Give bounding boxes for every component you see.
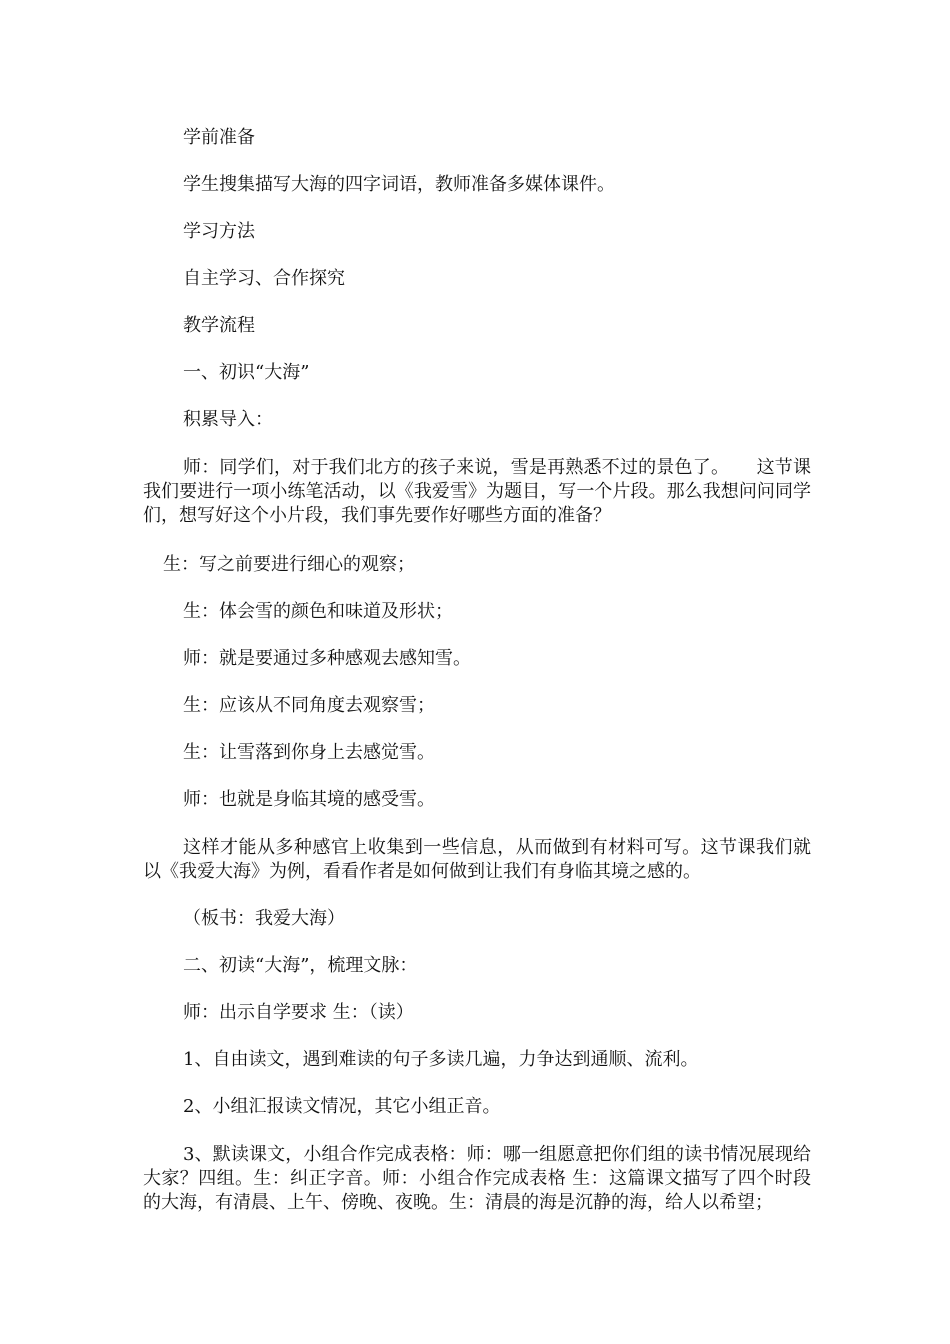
section-two-title: 二、初读“大海”，梳理文脉： — [183, 955, 418, 976]
dialogue-line: 生：写之前要进行细心的观察； — [163, 554, 415, 575]
paragraph-teacher-intro: 师：同学们，对于我们北方的孩子来说，雪是再熟悉不过的景色了。 这节课我们要进行一项小练笔活动，以《我爱雪》为题目，写一个片段。那么我想问问同学们，想写好这个小片段，我们事先要作好哪些方面的准备？ — [143, 457, 811, 526]
text-preparation: 学生搜集描写大海的四字词语，教师准备多媒体课件。 — [183, 174, 615, 195]
text-self-study: 师：出示自学要求 生：（读） — [183, 1002, 414, 1023]
blackboard-note: （板书：我爱大海） — [183, 908, 345, 929]
list-item: 2、小组汇报读文情况，其它小组正音。 — [183, 1096, 501, 1117]
paragraph-transition: 这样才能从多种感官上收集到一些信息，从而做到有材料可写。这节课我们就以《我爱大海》为例，看看作者是如何做到让我们有身临其境之感的。 — [143, 837, 811, 882]
heading-method: 学习方法 — [183, 221, 255, 242]
text-method: 自主学习、合作探究 — [183, 268, 345, 289]
heading-process: 教学流程 — [183, 315, 255, 336]
dialogue-line: 师：就是要通过多种感观去感知雪。 — [183, 648, 471, 669]
dialogue-line: 师：也就是身临其境的感受雪。 — [183, 789, 435, 810]
paragraph-group-work: 3、默读课文，小组合作完成表格：师：哪一组愿意把你们组的读书情况展现给大家？四组。生：纠正字音。师：小组合作完成表格 生：这篇课文描写了四个时段的大海，有清晨、上午、傍晚、夜晚。生：清晨的海是沉静的海，给人以希望； — [143, 1144, 811, 1213]
subheading-intro: 积累导入： — [183, 409, 273, 430]
heading-preparation: 学前准备 — [183, 127, 255, 148]
dialogue-line: 生：应该从不同角度去观察雪； — [183, 695, 435, 716]
list-item: 1、自由读文，遇到难读的句子多读几遍，力争达到通顺、流利。 — [183, 1049, 699, 1070]
section-one-title: 一、初识“大海” — [183, 362, 310, 383]
dialogue-line: 生：让雪落到你身上去感觉雪。 — [183, 742, 435, 763]
dialogue-line: 生：体会雪的颜色和味道及形状； — [183, 601, 453, 622]
